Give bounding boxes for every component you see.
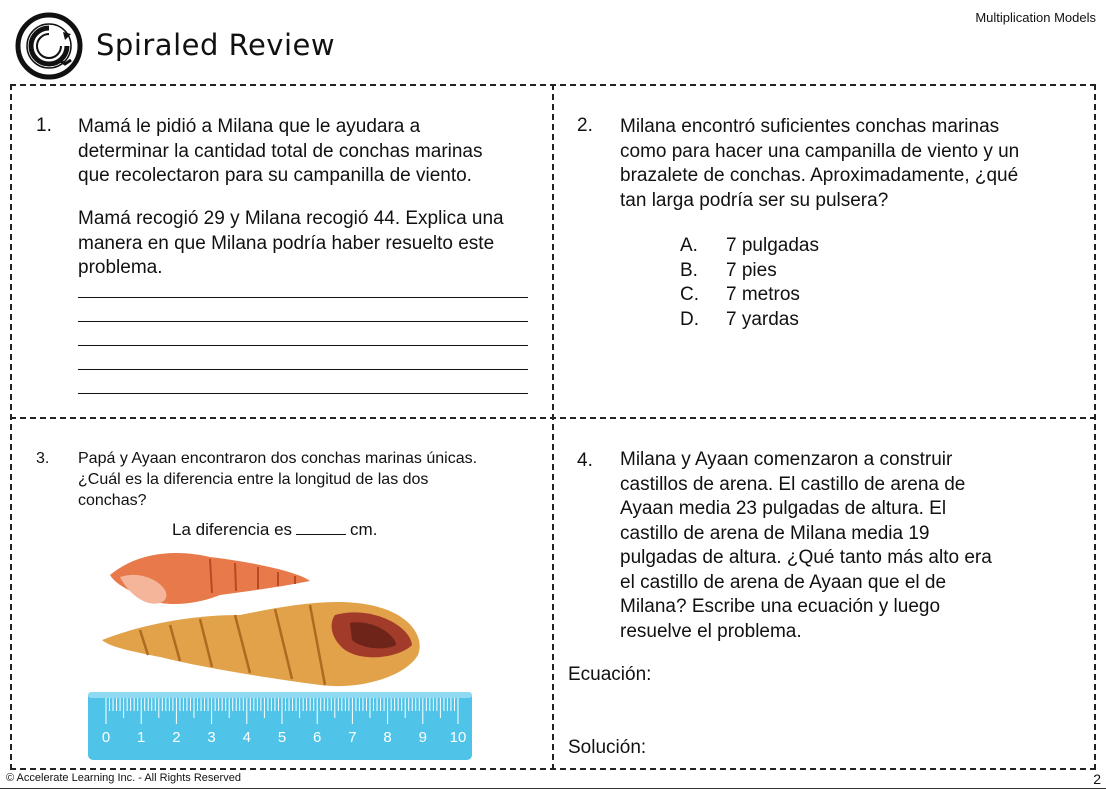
centimeter-ruler (88, 692, 472, 760)
q4-line: Milana y Ayaan comenzaron a construir (620, 449, 953, 470)
topic-label: Multiplication Models (975, 10, 1096, 25)
option-text: 7 metros (726, 284, 800, 305)
q1-line: Mamá le pidió a Milana que le ayudara a (78, 116, 421, 137)
q1-answer-line[interactable] (78, 297, 528, 298)
q2-options (680, 234, 819, 332)
q3-line: Papá y Ayaan encontraron dos conchas marinas únicas. (78, 450, 478, 467)
q1-line: problema. (78, 257, 163, 278)
q2-option-a[interactable] (680, 234, 819, 259)
ruler-label: 8 (383, 729, 392, 746)
q3-fill-in (172, 520, 377, 540)
q2-prompt (620, 115, 1019, 213)
ruler-label: 0 (101, 729, 111, 746)
q1-line: Mamá recogió 29 y Milana recogió 44. Explica una (78, 208, 504, 229)
q4-line: Ayaan media 23 pulgadas de altura. El (620, 498, 947, 519)
ruler-label: 9 (418, 729, 427, 746)
ruler-label: 3 (207, 729, 216, 746)
q1-line: determinar la cantidad total de conchas marinas (78, 140, 483, 162)
q1-answer-line[interactable] (78, 345, 528, 346)
q1-prompt (78, 115, 483, 189)
ruler-label: 5 (277, 729, 287, 746)
q4-line: castillo de arena de Milana media 19 (620, 522, 930, 544)
footer-rule (0, 788, 1106, 789)
q4-line: el castillo de arena de Ayaan que el de (620, 571, 947, 593)
ruler-label: 1 (137, 729, 146, 746)
q3-number: 3. (36, 450, 50, 467)
grid-divider-horizontal (10, 417, 1096, 419)
q2-line: tan larga podría ser su pulsera? (620, 189, 889, 211)
equation-label: Ecuación: (568, 664, 652, 685)
ruler-label: 10 (449, 729, 467, 746)
q3-prompt (78, 448, 477, 511)
option-letter: D. (680, 308, 699, 330)
q2-number: 2. (577, 115, 593, 136)
q4-prompt (620, 448, 992, 644)
q4-line: Milana? Escribe una ecuación y luego (620, 596, 941, 617)
q2-option-b[interactable] (680, 259, 819, 284)
q1-answer-line[interactable] (78, 393, 528, 394)
option-letter: A. (680, 235, 698, 256)
spiral-logo-icon (15, 12, 83, 80)
ruler-label: 6 (313, 729, 322, 746)
q3-line: conchas? (78, 492, 147, 509)
ruler-label: 2 (172, 729, 181, 746)
ruler-label: 4 (242, 729, 251, 746)
fill-before: La diferencia es (172, 520, 293, 539)
copyright-text: © Accelerate Learning Inc. - All Rights Reserved (6, 772, 241, 784)
q2-option-c[interactable] (680, 283, 819, 308)
q1-line: manera en que Milana podría haber resuelto este (78, 232, 495, 254)
option-text: 7 pulgadas (726, 235, 819, 256)
option-text: 7 pies (726, 259, 777, 281)
q2-line: brazalete de conchas. Aproximadamente, ¿qué (620, 165, 1019, 186)
page-title: Spiraled Review (96, 28, 336, 62)
q4-line: resuelve el problema. (620, 620, 802, 642)
q1-answer-line[interactable] (78, 321, 528, 322)
page-number: 2 (1093, 771, 1101, 787)
q1-answer-line[interactable] (78, 369, 528, 370)
option-text: 7 yardas (726, 308, 799, 330)
q2-line: como para hacer una campanilla de viento y un (620, 140, 1020, 162)
fill-after: cm. (350, 520, 378, 539)
q1-detail (78, 207, 504, 281)
q1-number: 1. (36, 115, 52, 136)
ruler-label: 7 (348, 729, 357, 746)
q3-line: ¿Cuál es la diferencia entre la longitud de las dos (78, 471, 429, 488)
option-letter: C. (680, 284, 699, 305)
q4-line: pulgadas de altura. ¿Qué tanto más alto era (620, 547, 992, 568)
fill-blank[interactable] (296, 534, 346, 535)
q4-line: castillos de arena. El castillo de arena de (620, 473, 966, 495)
q1-line: que recolectaron para su campanilla de viento. (78, 165, 472, 186)
q2-line: Milana encontró suficientes conchas marinas (620, 116, 1000, 137)
solution-label: Solución: (568, 737, 647, 758)
grid-divider-vertical (552, 84, 554, 770)
option-letter: B. (680, 259, 698, 281)
q2-option-d[interactable] (680, 308, 819, 333)
q4-number: 4. (577, 450, 593, 471)
seashells-image (100, 545, 430, 695)
